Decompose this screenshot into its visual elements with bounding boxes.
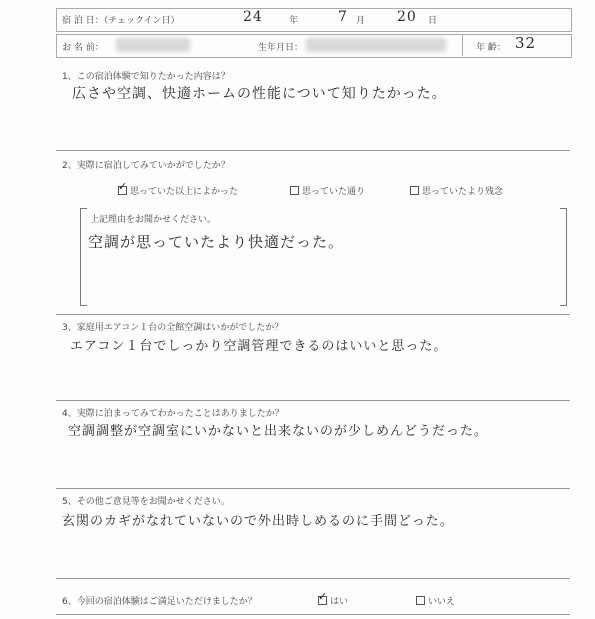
age-label: 年 齢： bbox=[476, 43, 506, 53]
divider-2 bbox=[56, 314, 570, 315]
question-2-answer: 空調が思っていたより快適だった。 bbox=[88, 233, 345, 251]
checkbox-icon bbox=[410, 186, 419, 195]
question-2-label: 2、実際に宿泊してみていかがでしたか？ bbox=[62, 161, 230, 171]
question-3-label: 3、家庭用エアコン１台の全館空調はいかがでしたか？ bbox=[62, 323, 284, 333]
redacted-birthdate bbox=[306, 38, 446, 52]
month-unit: 月 bbox=[356, 16, 366, 26]
question-1-answer: 広さや空調、快適ホームの性能について知りたかった。 bbox=[72, 86, 447, 102]
age-separator bbox=[462, 34, 463, 56]
question-1-label: 1、この宿泊体験で知りたかった内容は？ bbox=[62, 72, 230, 82]
question-6-label: 6、今回の宿泊体験はご満足いただけましたか？ bbox=[62, 597, 257, 607]
redacted-name bbox=[116, 38, 190, 52]
divider-4 bbox=[56, 488, 570, 489]
option-disappointing[interactable]: 思っていたより残念 bbox=[410, 184, 503, 197]
divider-1 bbox=[56, 150, 570, 151]
reason-bracket-left bbox=[80, 208, 87, 306]
day-unit: 日 bbox=[428, 16, 438, 26]
option-better-than-expected[interactable]: ✓思っていた以上によかった bbox=[118, 184, 238, 197]
checkbox-checked-icon bbox=[118, 186, 127, 195]
checkbox-icon bbox=[416, 596, 425, 605]
divider-6 bbox=[56, 614, 570, 615]
reason-bracket-right bbox=[560, 208, 567, 306]
question-5-answer: 玄関のカギがなれていないので外出時しめるのに手間どった。 bbox=[62, 514, 454, 529]
year-unit: 年 bbox=[289, 16, 299, 26]
question-3-answer: エアコン１台でしっかり空調管理できるのはいいと思った。 bbox=[70, 339, 448, 354]
reason-label: 上記理由をお聞かせください。 bbox=[90, 215, 217, 225]
checkbox-icon bbox=[290, 186, 299, 195]
checkbox-checked-icon bbox=[318, 596, 327, 605]
option-no[interactable]: いいえ bbox=[416, 594, 455, 607]
name-label: お 名 前： bbox=[62, 43, 104, 53]
question-4-label: 4、実際に泊まってみてわかったことはありましたか？ bbox=[62, 409, 284, 419]
option-as-expected[interactable]: 思っていた通り bbox=[290, 184, 365, 197]
question-4-answer: 空調調整が空調室にいかないと出来ないのが少しめんどうだった。 bbox=[68, 424, 489, 439]
divider-5 bbox=[56, 578, 570, 579]
question-5-label: 5、その他ご意見等をお聞かせください。 bbox=[62, 497, 230, 507]
year-value: 24 bbox=[243, 9, 263, 25]
day-value: 20 bbox=[397, 9, 417, 25]
stay-date-label: 宿 泊 日：（チェックイン日） bbox=[62, 16, 180, 26]
option-yes[interactable]: ✓ はい bbox=[318, 594, 348, 607]
divider-3 bbox=[56, 400, 570, 401]
month-value: 7 bbox=[338, 9, 348, 25]
birth-label: 生年月日： bbox=[258, 43, 304, 53]
age-value: 32 bbox=[515, 34, 537, 52]
